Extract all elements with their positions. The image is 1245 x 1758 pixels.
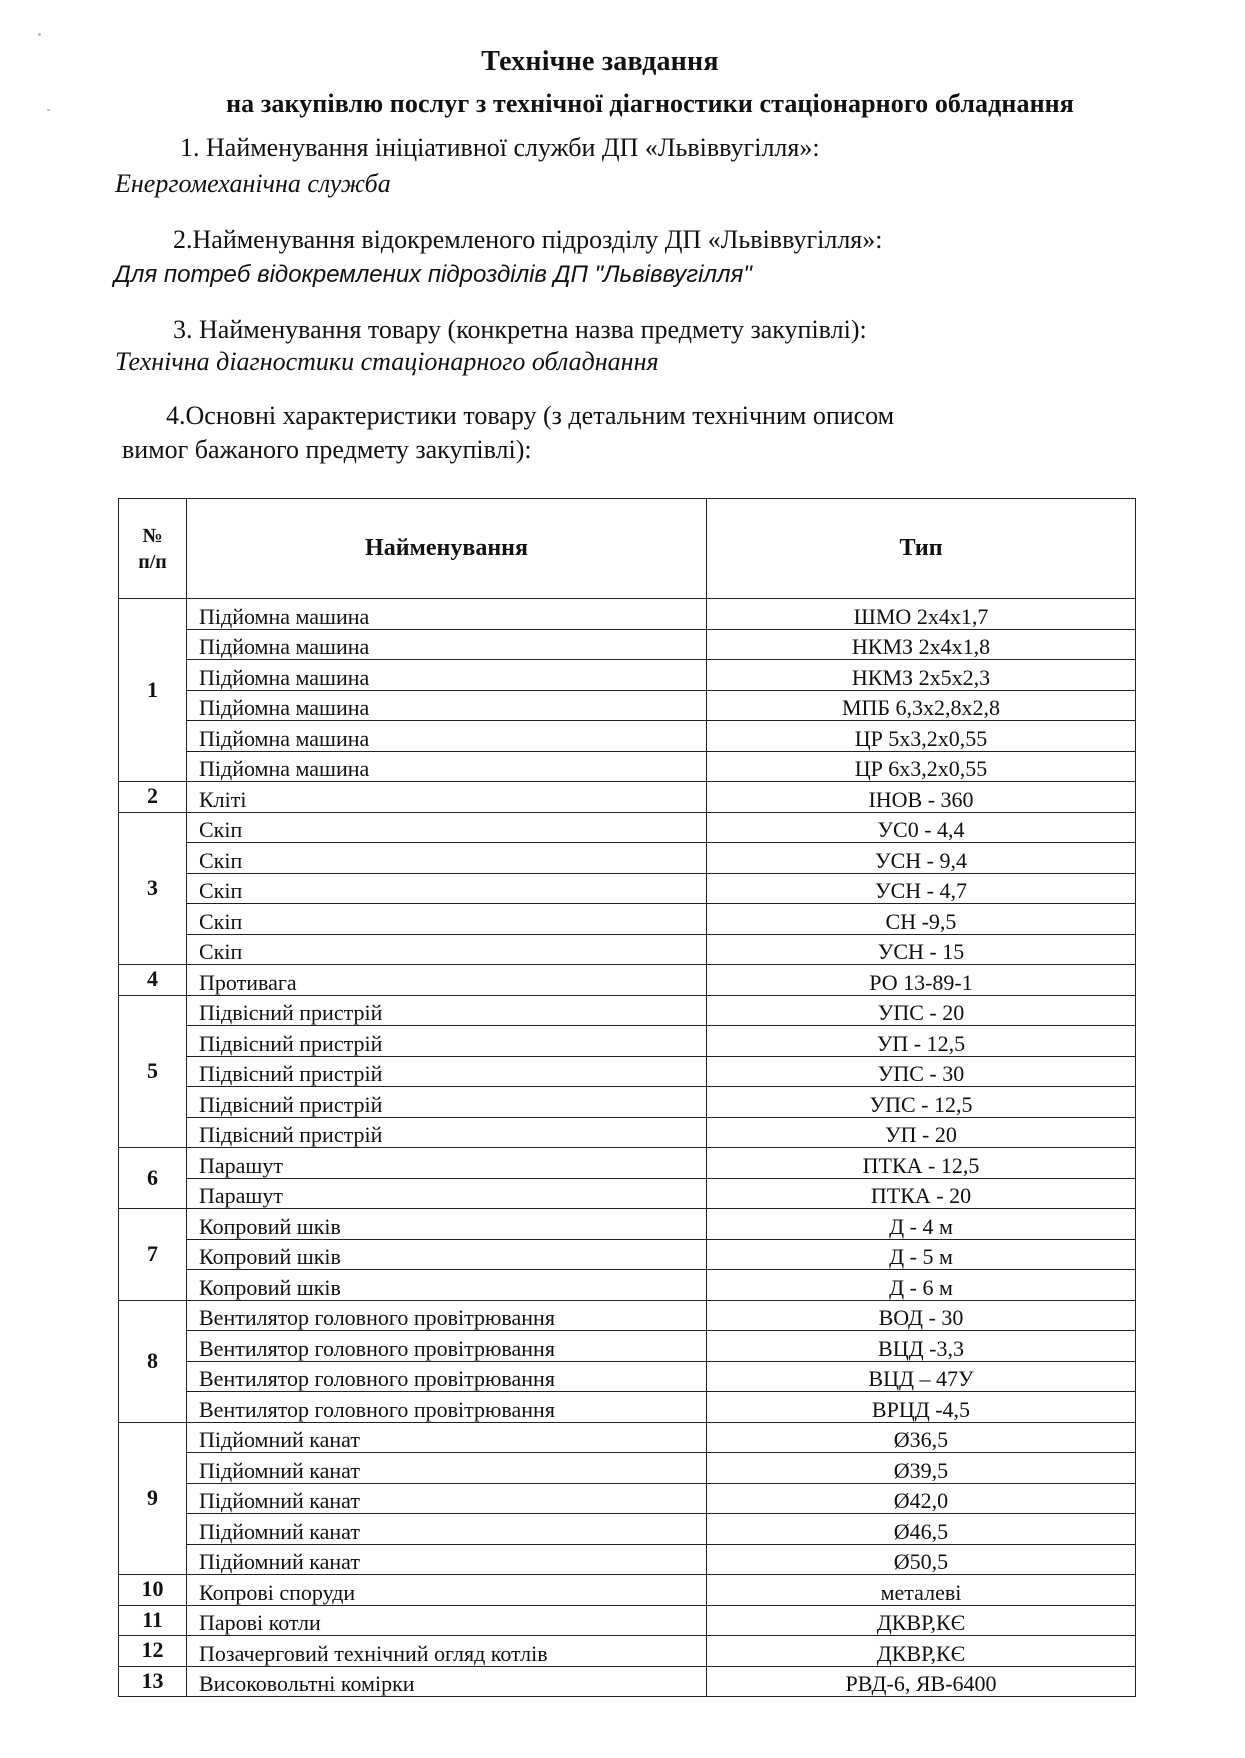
- item-name: Підйомний канат: [187, 1453, 707, 1484]
- row-number: 13: [119, 1666, 187, 1697]
- table-row: [119, 1575, 1136, 1606]
- item-type: ВЦД – 47У: [707, 1361, 1136, 1392]
- item-type: ДКВР,КЄ: [707, 1605, 1136, 1636]
- table-row: [119, 782, 1136, 813]
- header-number-line: п/п: [138, 550, 167, 573]
- item-name: Вентилятор головного провітрювання: [187, 1331, 707, 1362]
- table-row: [119, 1026, 1136, 1057]
- item-name: Парашут: [187, 1148, 707, 1179]
- item-name: Вентилятор головного провітрювання: [187, 1361, 707, 1392]
- item-type: НКМЗ 2х4х1,8: [707, 629, 1136, 660]
- item-name: Скіп: [187, 904, 707, 935]
- table-row: [119, 812, 1136, 843]
- row-number: 9: [119, 1422, 187, 1575]
- table-row: [119, 1117, 1136, 1148]
- table-row: [119, 843, 1136, 874]
- header-type: Тип: [707, 499, 1136, 599]
- item-type: ЦР 5х3,2х0,55: [707, 721, 1136, 752]
- item-name: Парові котли: [187, 1605, 707, 1636]
- specification-table: [118, 498, 1136, 1697]
- item-type: УПС - 12,5: [707, 1087, 1136, 1118]
- item-type: УСН - 4,7: [707, 873, 1136, 904]
- row-number: 6: [119, 1148, 187, 1209]
- item-name: Противага: [187, 965, 707, 996]
- table-row: [119, 934, 1136, 965]
- table-row: [119, 1300, 1136, 1331]
- table-row: [119, 1666, 1136, 1697]
- item-type: НКМЗ 2х5х2,3: [707, 660, 1136, 691]
- item-name: Підйомний канат: [187, 1422, 707, 1453]
- item-type: МПБ 6,3х2,8х2,8: [707, 690, 1136, 721]
- item-name: Скіп: [187, 812, 707, 843]
- item-name: Високовольтні комірки: [187, 1666, 707, 1697]
- table-row: [119, 1148, 1136, 1179]
- item-type: ПТКА - 12,5: [707, 1148, 1136, 1179]
- item-name: Підвісний пристрій: [187, 1087, 707, 1118]
- item-name: Скіп: [187, 934, 707, 965]
- scan-mark: [38, 33, 41, 36]
- table-row: [119, 1178, 1136, 1209]
- item-name: Копровий шків: [187, 1209, 707, 1240]
- table-row: [119, 1422, 1136, 1453]
- row-number: 4: [119, 965, 187, 996]
- row-number: 1: [119, 599, 187, 782]
- item-type: ВЦД -3,3: [707, 1331, 1136, 1362]
- item-type: металеві: [707, 1575, 1136, 1606]
- item-type: ШМО 2х4х1,7: [707, 599, 1136, 630]
- item-name: Позачерговий технічний огляд котлів: [187, 1636, 707, 1667]
- item-name: Підвісний пристрій: [187, 1117, 707, 1148]
- item-name: Підйомний канат: [187, 1514, 707, 1545]
- row-number: 8: [119, 1300, 187, 1422]
- table-row: [119, 1056, 1136, 1087]
- item-type: ІНОВ - 360: [707, 782, 1136, 813]
- table-row: [119, 1605, 1136, 1636]
- table-row: [119, 1270, 1136, 1301]
- item-type: ДКВР,КЄ: [707, 1636, 1136, 1667]
- row-number: 2: [119, 782, 187, 813]
- item-type: Ø39,5: [707, 1453, 1136, 1484]
- row-number: 7: [119, 1209, 187, 1301]
- header-name: Найменування: [187, 499, 707, 599]
- table-row: [119, 1636, 1136, 1667]
- item-name: Копровий шків: [187, 1270, 707, 1301]
- table-row: [119, 1209, 1136, 1240]
- table-header-row: [119, 499, 1136, 599]
- table-row: [119, 1483, 1136, 1514]
- table-row: [119, 1392, 1136, 1423]
- row-number: 12: [119, 1636, 187, 1667]
- item-name: Підйомна машина: [187, 660, 707, 691]
- item-name: Підйомна машина: [187, 629, 707, 660]
- item-type: СН -9,5: [707, 904, 1136, 935]
- item-name: Підвісний пристрій: [187, 1056, 707, 1087]
- row-number: 11: [119, 1605, 187, 1636]
- table-row: [119, 1453, 1136, 1484]
- section-1-value: Енергомеханічна служба: [115, 169, 391, 198]
- item-name: Кліті: [187, 782, 707, 813]
- item-type: Ø46,5: [707, 1514, 1136, 1545]
- section-3-value: Технічна діагностики стаціонарного обладнання: [115, 347, 659, 376]
- item-type: РВД-6, ЯВ-6400: [707, 1666, 1136, 1697]
- table-row: [119, 1087, 1136, 1118]
- table-row: [119, 1239, 1136, 1270]
- item-type: ВОД - 30: [707, 1300, 1136, 1331]
- item-type: ЦР 6х3,2х0,55: [707, 751, 1136, 782]
- row-number: 3: [119, 812, 187, 965]
- item-name: Підвісний пристрій: [187, 1026, 707, 1057]
- item-name: Копровий шків: [187, 1239, 707, 1270]
- item-name: Скіп: [187, 843, 707, 874]
- item-name: Підйомна машина: [187, 721, 707, 752]
- row-number: 10: [119, 1575, 187, 1606]
- item-type: УП - 20: [707, 1117, 1136, 1148]
- item-type: Ø42,0: [707, 1483, 1136, 1514]
- table-row: [119, 660, 1136, 691]
- item-name: Копрові споруди: [187, 1575, 707, 1606]
- table-row: [119, 629, 1136, 660]
- item-type: Д - 4 м: [707, 1209, 1136, 1240]
- header-number: [119, 499, 187, 599]
- header-number-line: №: [142, 524, 163, 547]
- table-row: [119, 995, 1136, 1026]
- item-type: УСН - 15: [707, 934, 1136, 965]
- section-4-heading: 4.Основні характеристики товару (з детальним технічним описом: [166, 401, 895, 430]
- item-type: Д - 5 м: [707, 1239, 1136, 1270]
- table-row: [119, 873, 1136, 904]
- item-type: УПС - 20: [707, 995, 1136, 1026]
- table-row: [119, 1361, 1136, 1392]
- item-type: УС0 - 4,4: [707, 812, 1136, 843]
- table-row: [119, 721, 1136, 752]
- item-name: Підйомний канат: [187, 1544, 707, 1575]
- item-name: Підйомна машина: [187, 599, 707, 630]
- item-type: УСН - 9,4: [707, 843, 1136, 874]
- section-4-continuation: вимог бажаного предмету закупівлі):: [122, 435, 532, 464]
- section-2-heading: 2.Найменування відокремленого підрозділу ДП «Львіввугілля»:: [173, 225, 883, 254]
- section-1-heading: 1. Найменування ініціативної служби ДП «Львіввугілля»:: [180, 133, 820, 162]
- item-name: Парашут: [187, 1178, 707, 1209]
- section-3-heading: 3. Найменування товару (конкретна назва предмету закупівлі):: [173, 315, 867, 344]
- item-type: Ø36,5: [707, 1422, 1136, 1453]
- item-name: Підйомна машина: [187, 751, 707, 782]
- document-title: Технічне завдання: [481, 46, 719, 77]
- table-row: [119, 904, 1136, 935]
- table-row: [119, 1514, 1136, 1545]
- item-name: Вентилятор головного провітрювання: [187, 1300, 707, 1331]
- table-row: [119, 1544, 1136, 1575]
- table-row: [119, 751, 1136, 782]
- table-body: [119, 599, 1136, 1697]
- document-subtitle: на закупівлю послуг з технічної діагностики стаціонарного обладнання: [226, 89, 1074, 118]
- row-number: 5: [119, 995, 187, 1148]
- item-type: УПС - 30: [707, 1056, 1136, 1087]
- table-row: [119, 965, 1136, 996]
- table-row: [119, 599, 1136, 630]
- section-2-value: Для потреб відокремлених підрозділів ДП "Львіввугілля": [114, 261, 752, 288]
- item-type: ПТКА - 20: [707, 1178, 1136, 1209]
- table-row: [119, 1331, 1136, 1362]
- item-name: Підйомна машина: [187, 690, 707, 721]
- table-row: [119, 690, 1136, 721]
- item-type: Ø50,5: [707, 1544, 1136, 1575]
- item-name: Вентилятор головного провітрювання: [187, 1392, 707, 1423]
- item-type: РО 13-89-1: [707, 965, 1136, 996]
- item-type: УП - 12,5: [707, 1026, 1136, 1057]
- item-type: Д - 6 м: [707, 1270, 1136, 1301]
- item-name: Підвісний пристрій: [187, 995, 707, 1026]
- item-name: Скіп: [187, 873, 707, 904]
- item-type: ВРЦД -4,5: [707, 1392, 1136, 1423]
- item-name: Підйомний канат: [187, 1483, 707, 1514]
